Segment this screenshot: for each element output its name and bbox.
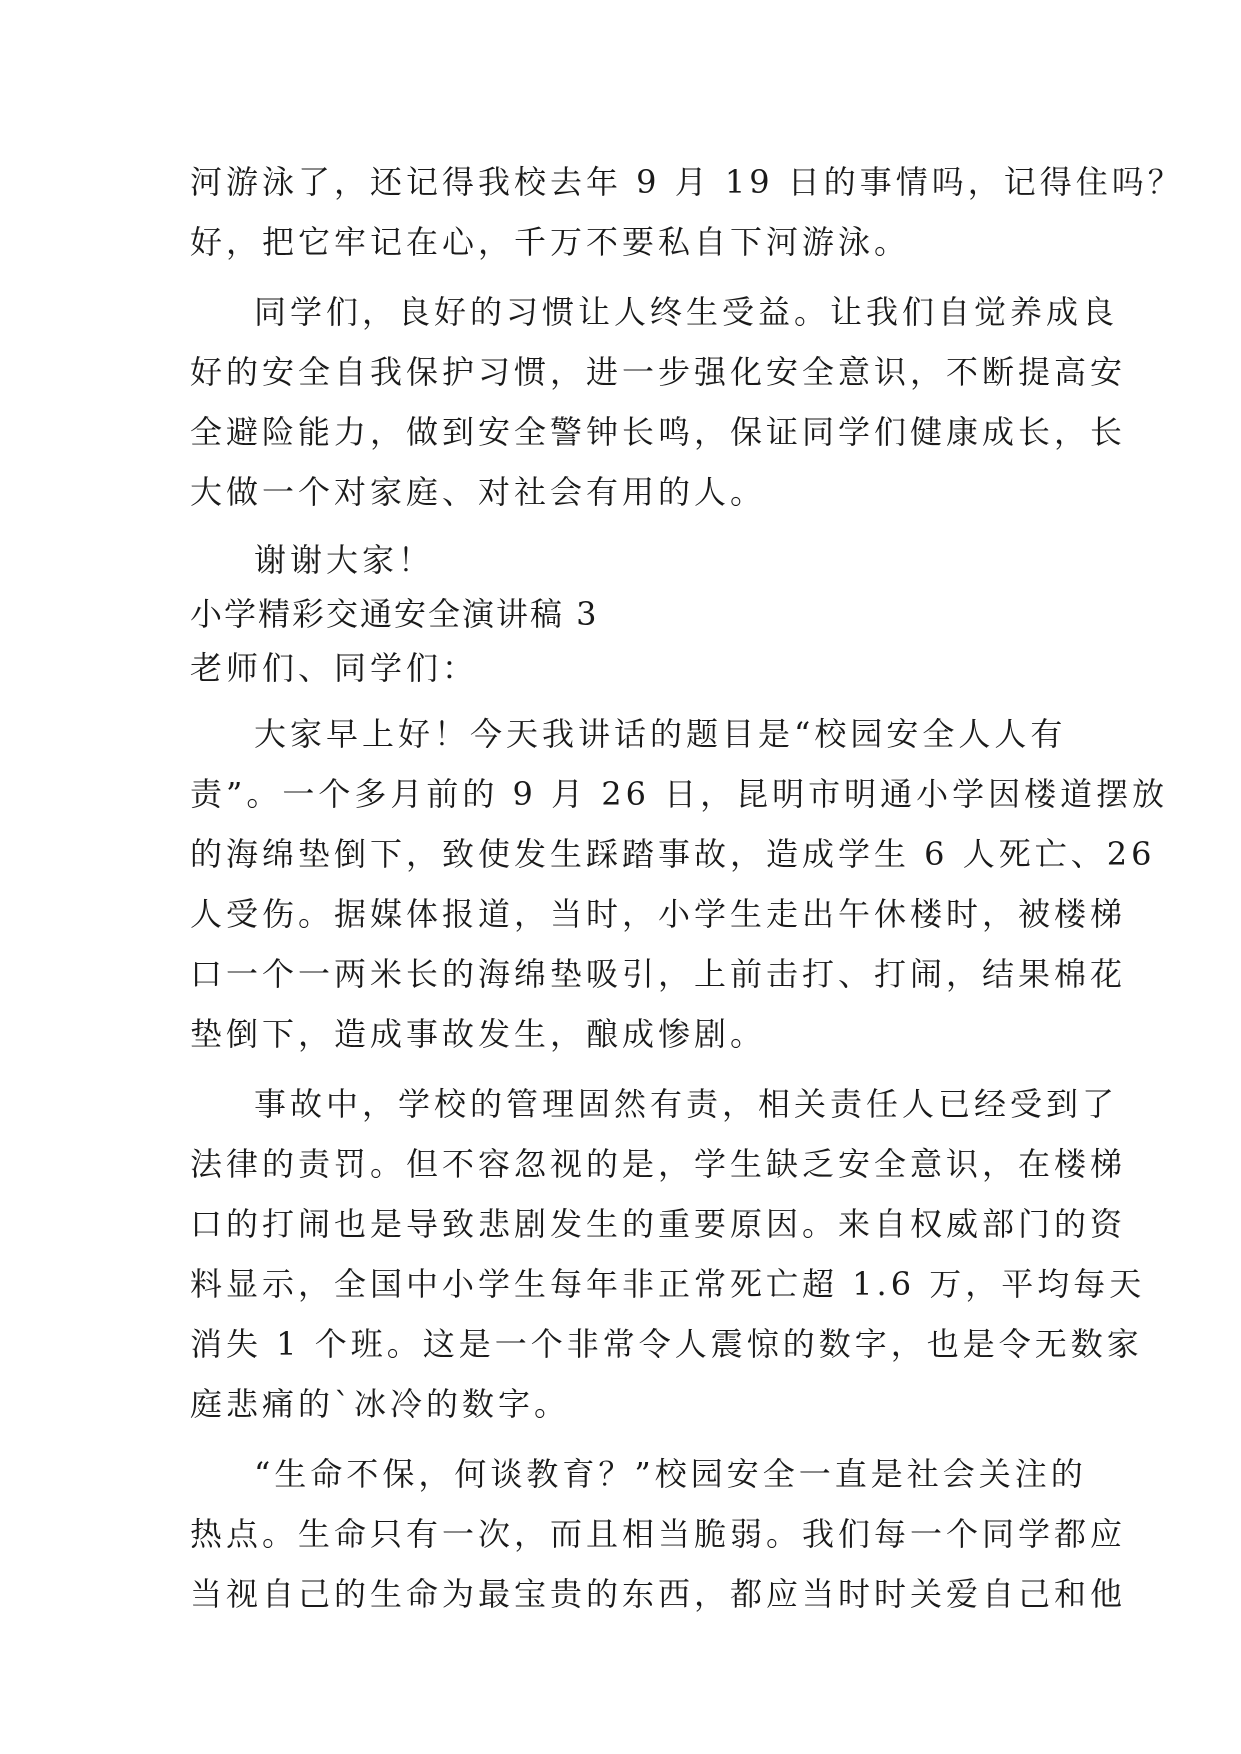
- body-line: 好，把它牢记在心，千万不要私自下河游泳。: [190, 223, 911, 261]
- body-line: 垫倒下，造成事故发生，酿成惨剧。: [190, 1015, 767, 1053]
- body-line: 河游泳了，还记得我校去年 9 月 19 日的事情吗，记得住吗？: [190, 163, 1184, 201]
- body-line: 人受伤。据媒体报道，当时，小学生走出午休楼时，被楼梯: [190, 895, 1127, 933]
- body-line: 责”。一个多月前的 9 月 26 日，昆明市明通小学因楼道摆放: [190, 775, 1169, 813]
- paragraph-start-line: 同学们，良好的习惯让人终生受益。让我们自觉养成良: [254, 293, 1119, 331]
- body-line: 热点。生命只有一次，而且相当脆弱。我们每一个同学都应: [190, 1515, 1127, 1553]
- section-heading: 小学精彩交通安全演讲稿 3: [190, 595, 599, 633]
- body-line: 消失 1 个班。这是一个非常令人震惊的数字，也是令无数家: [190, 1325, 1143, 1363]
- paragraph-start-line: 事故中，学校的管理固然有责，相关责任人已经受到了: [254, 1085, 1119, 1123]
- salutation-line: 老师们、同学们：: [190, 649, 479, 687]
- paragraph-start-line: “生命不保，何谈教育？”校园安全一直是社会关注的: [254, 1455, 1087, 1493]
- body-line: 当视自己的生命为最宝贵的东西，都应当时时关爱自己和他: [190, 1575, 1127, 1613]
- body-line: 好的安全自我保护习惯，进一步强化安全意识，不断提高安: [190, 353, 1127, 391]
- closing-line: 谢谢大家！: [254, 541, 435, 579]
- body-line: 全避险能力，做到安全警钟长鸣，保证同学们健康成长，长: [190, 413, 1127, 451]
- body-line: 庭悲痛的`冰冷的数字。: [190, 1385, 571, 1423]
- body-line: 口一个一两米长的海绵垫吸引，上前击打、打闹，结果棉花: [190, 955, 1127, 993]
- body-line: 法律的责罚。但不容忽视的是，学生缺乏安全意识，在楼梯: [190, 1145, 1127, 1183]
- document-body: [190, 152, 1184, 1624]
- paragraph-start-line: 大家早上好！今天我讲话的题目是“校园安全人人有: [254, 715, 1067, 753]
- body-line: 大做一个对家庭、对社会有用的人。: [190, 473, 767, 511]
- body-line: 的海绵垫倒下，致使发生踩踏事故，造成学生 6 人死亡、26: [190, 835, 1156, 873]
- body-line: 口的打闹也是导致悲剧发生的重要原因。来自权威部门的资: [190, 1205, 1127, 1243]
- body-line: 料显示，全国中小学生每年非正常死亡超 1.6 万，平均每天: [190, 1265, 1146, 1303]
